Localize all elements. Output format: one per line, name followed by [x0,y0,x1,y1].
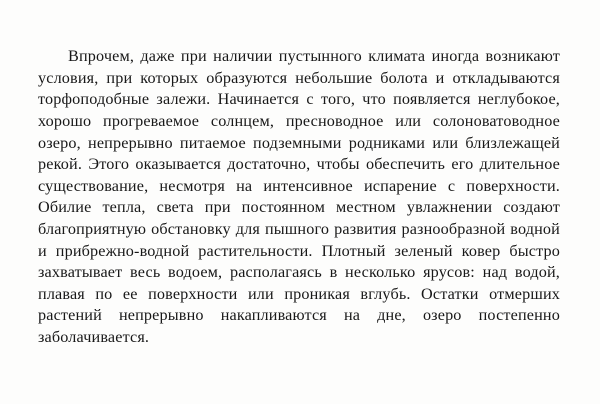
paragraph: Впрочем, даже при наличии пустынного климата иногда возникают условия, при которых образуются небольшие болота и откладываются торфоподобные залежи. Начинается с того, что появляется неглубокое, хорошо прогреваемое солнцем, пресноводное или солоноватоводное озеро, непрерывно питаемое подземными родниками или близлежащей рекой. Этого оказывается достаточно, чтобы обеспечить его длительное существование, несмотря на интенсивное испарение с поверхности. Обилие тепла, света при постоянном местном увлажнении создают благоприятную обстановку для пышного развития разнообразной водной и прибрежно-водной растительности. Плотный зеленый ковер быстро захватывает весь водоем, располагаясь в несколько ярусов: над водой, плавая по ее поверхности или проникая вглубь. Остатки отмерших растений непрерывно накапливаются на дне, озеро постепенно заболачивается. [38,47,560,346]
